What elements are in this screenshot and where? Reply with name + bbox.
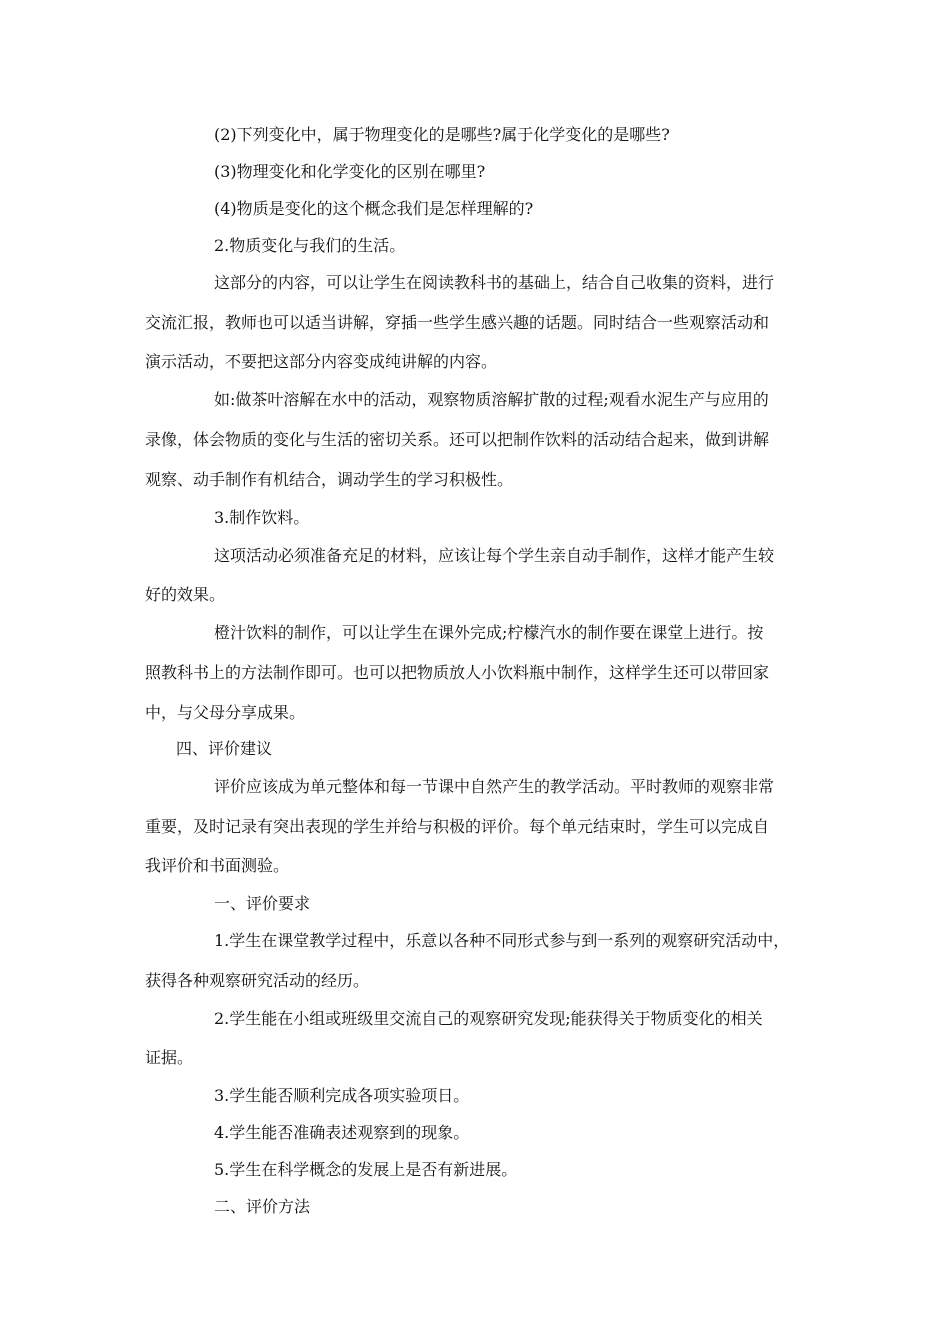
paragraph-line: 观察、动手制作有机结合，调动学生的学习积极性。 — [145, 470, 514, 489]
paragraph-line: 这项活动必须准备充足的材料，应该让每个学生亲自动手制作，这样才能产生较 — [214, 546, 775, 565]
question-2: (2)下列变化中，属于物理变化的是哪些?属于化学变化的是哪些? — [214, 125, 670, 144]
question-4: (4)物质是变化的这个概念我们是怎样理解的? — [214, 199, 534, 218]
question-3: (3)物理变化和化学变化的区别在哪里? — [214, 162, 486, 181]
paragraph-line: 橙汁饮料的制作，可以让学生在课外完成;柠檬汽水的制作要在课堂上进行。按 — [214, 623, 764, 642]
list-item: 4.学生能否准确表述观察到的现象。 — [214, 1123, 470, 1142]
chapter-heading-4: 四、评价建议 — [176, 739, 273, 758]
paragraph-line: 好的效果。 — [145, 585, 226, 604]
list-item-continuation: 获得各种观察研究活动的经历。 — [145, 971, 370, 990]
paragraph-line: 中，与父母分享成果。 — [145, 703, 306, 722]
list-item-continuation: 证据。 — [145, 1048, 194, 1067]
paragraph-line: 交流汇报，教师也可以适当讲解，穿插一些学生感兴趣的话题。同时结合一些观察活动和 — [145, 313, 770, 332]
list-item: 1.学生在课堂教学过程中，乐意以各种不同形式参与到一系列的观察研究活动中， — [214, 931, 790, 950]
section-heading-2: 2.物质变化与我们的生活。 — [214, 236, 406, 255]
paragraph-line: 评价应该成为单元整体和每一节课中自然产生的教学活动。平时教师的观察非常 — [214, 777, 775, 796]
paragraph-line: 这部分的内容，可以让学生在阅读教科书的基础上，结合自己收集的资料，进行 — [214, 273, 775, 292]
paragraph-line: 如:做茶叶溶解在水中的活动，观察物质溶解扩散的过程;观看水泥生产与应用的 — [214, 390, 769, 409]
paragraph-line: 重要，及时记录有突出表现的学生并给与积极的评价。每个单元结束时，学生可以完成自 — [145, 817, 770, 836]
list-item: 3.学生能否顺利完成各项实验项日。 — [214, 1086, 470, 1105]
list-item: 2.学生能在小组或班级里交流自己的观察研究发现;能获得关于物质变化的相关 — [214, 1009, 763, 1028]
subsection-heading-2: 二、评价方法 — [214, 1197, 311, 1216]
subsection-heading-1: 一、评价要求 — [214, 894, 311, 913]
paragraph-line: 我评价和书面测验。 — [145, 856, 290, 875]
paragraph-line: 照教科书上的方法制作即可。也可以把物质放人小饮料瓶中制作，这样学生还可以带回家 — [145, 663, 770, 682]
section-heading-3: 3.制作饮料。 — [214, 508, 310, 527]
paragraph-line: 演示活动，不要把这部分内容变成纯讲解的内容。 — [145, 352, 498, 371]
paragraph-line: 录像，体会物质的变化与生活的密切关系。还可以把制作饮料的活动结合起来，做到讲解 — [145, 430, 770, 449]
list-item: 5.学生在科学概念的发展上是否有新进展。 — [214, 1160, 518, 1179]
